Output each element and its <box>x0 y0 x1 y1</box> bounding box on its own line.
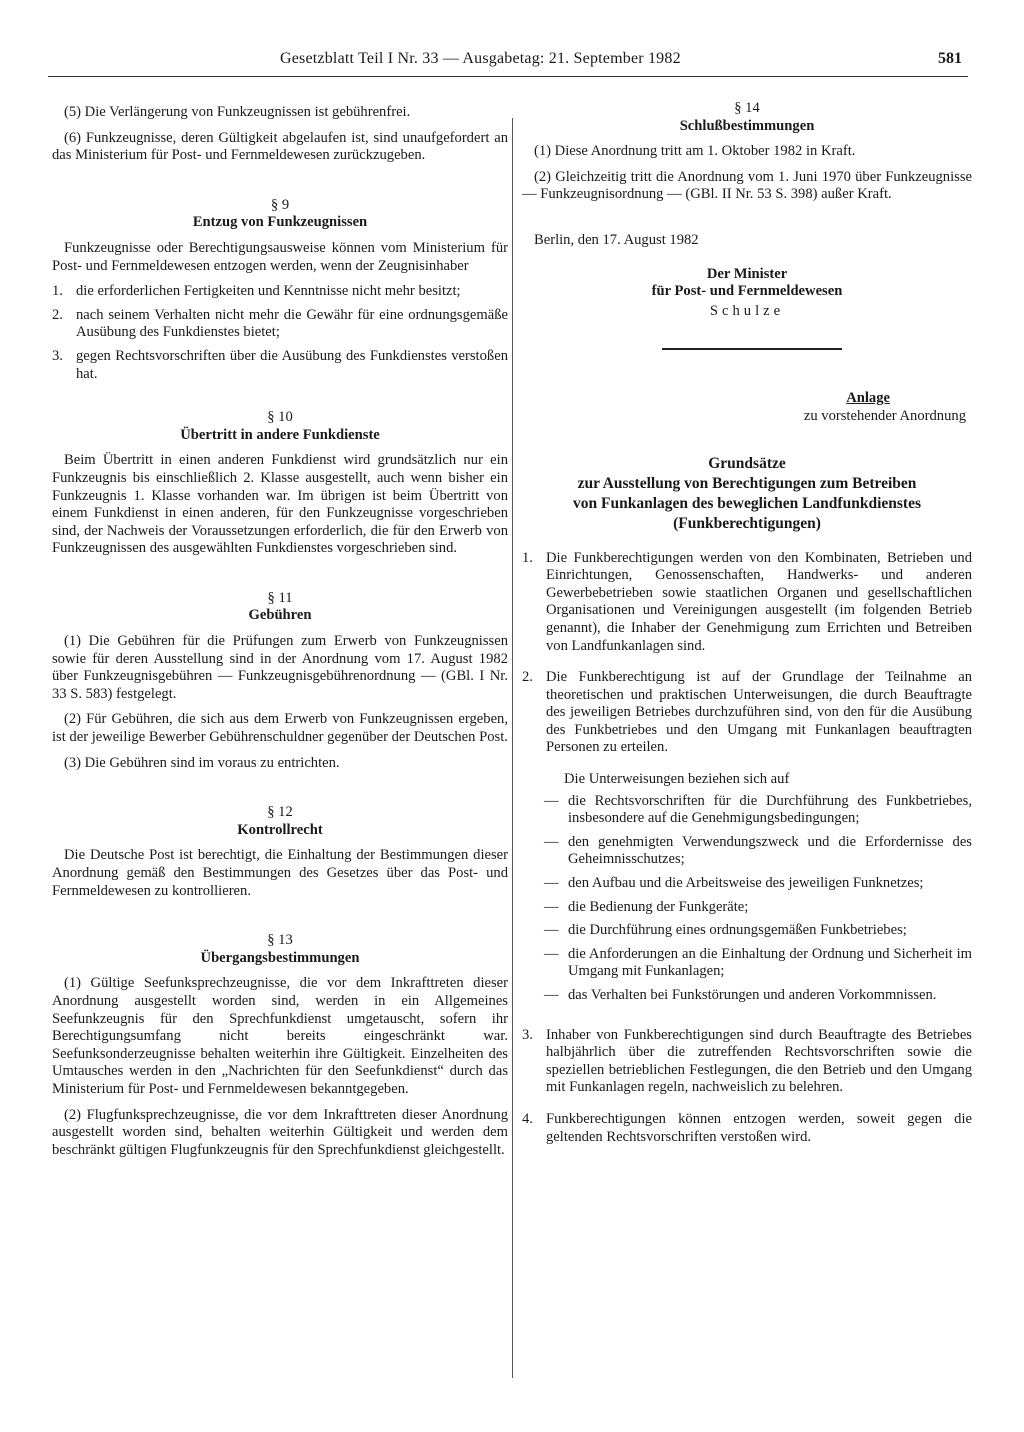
item-text: Inhaber von Funkberechtigungen sind durch Beauftragte des Betriebes halbjährlich über die zutreffenden Rechtsvorschriften sowie die speziellen betrieblichen Festlegungen, die den Betrieb und den Umgang mit Funkanlagen regeln, nachweislich zu belehren. <box>546 1026 972 1096</box>
item-number: 4. <box>522 1110 533 1127</box>
item-number: 1. <box>522 549 533 566</box>
list-item <box>544 834 972 869</box>
item-text: gegen Rechtsvorschriften über die Ausübung des Funkdienstes verstoßen hat. <box>76 347 508 382</box>
item-text: Die Funkberechtigungen werden von den Kombinaten, Betrieben und Einrichtungen, Genossenschaften, Handwerks- und anderen Gewerbebetrieben sowie staatlichen Organen und gesellschaftlichen Organisationen und Vereinigungen ausgestellt (im folgenden Betrieb genannt), die Inhaber der Genehmigung zum Errichten und Betreiben von Landfunkanlagen sind. <box>546 549 972 654</box>
signatory-ministry: für Post- und Fernmeldewesen <box>651 283 843 300</box>
dash-bullet: — <box>544 792 559 809</box>
header-title: Gesetzblatt Teil I Nr. 33 — Ausgabetag: 21. September 1982 <box>280 50 681 67</box>
section-12-text: Die Deutsche Post ist berechtigt, die Einhaltung der Bestimmungen dieser Anordnung gemäß den Bestimmungen des Gesetzes über das Post- und Fernmeldewesen zu kontrollieren. <box>52 847 508 899</box>
anlage-item-3 <box>522 1027 972 1097</box>
section-10-number: § 10 <box>267 409 293 426</box>
section-10-text: Beim Übertritt in einen anderen Funkdienst wird grundsätzlich nur ein Funkzeugnis bis einschließlich 2. Klasse ausgestellt, auch wenn bisher ein Funkzeugnis 1. Klasse vorhanden war. Im übrigen ist beim Übertritt von einem Funkdienst in einen anderen, für den Funkzeugnisse vorgeschrieben sind, der Nachweis der Voraussetzungen erforderlich, die für den Erwerb von Funkzeugnissen des ausgewählten Funkdienstes vorgeschrieben sind. <box>52 452 508 557</box>
anlage-subtitle: zu vorstehender Anordnung <box>803 407 966 424</box>
paragraph-5: (5) Die Verlängerung von Funkzeugnissen ist gebührenfrei. <box>64 104 411 120</box>
section-14-title: Schlußbestimmungen <box>679 117 815 134</box>
list-item <box>544 793 972 828</box>
section-9-intro: Funkzeugnisse oder Berechtigungsausweise können vom Ministerium für Post- und Fernmeldewesen entzogen werden, wenn der Zeugnisinhaber <box>52 239 508 274</box>
list-item <box>544 987 972 1005</box>
list-item <box>544 875 972 893</box>
section-13-number: § 13 <box>267 932 293 949</box>
item-number: 3. <box>52 347 63 364</box>
section-11-paragraph-3: (3) Die Gebühren sind im voraus zu entrichten. <box>64 754 340 771</box>
item-text: Die Funkberechtigung ist auf der Grundlage der Teilnahme an theoretischen und praktischen Unterweisungen, die durch Beauftragte des jeweiligen Betriebes durchzuführen sind, von den für die Ausübung des Funkbetriebes und den Umgang mit Funkanlagen beauftragten Personen zu erteilen. <box>546 669 972 756</box>
section-14-paragraph-1: (1) Diese Anordnung tritt am 1. Oktober 1982 in Kraft. <box>534 143 856 160</box>
anlage-item-4 <box>522 1111 972 1146</box>
dash-bullet: — <box>544 987 559 1003</box>
item-text: Funkberechtigungen können entzogen werden, soweit gegen die geltenden Rechtsvorschriften verstoßen wird. <box>546 1110 972 1145</box>
anlage-item-1 <box>522 550 972 656</box>
column-divider <box>512 118 513 1378</box>
item-text: die erforderlichen Fertigkeiten und Kenntnisse nicht mehr besitzt; <box>76 283 461 300</box>
item-number: 2. <box>522 669 533 686</box>
anlage-title: Anlage <box>846 390 890 407</box>
signatory-name: Schulze <box>709 302 785 319</box>
header-rule <box>48 76 968 77</box>
section-11-paragraph-2: (2) Für Gebühren, die sich aus dem Erwerb von Funkzeugnissen ergeben, ist der jeweilige Bewerber Gebührenschuldner gegenüber der Deutschen Post. <box>52 711 508 746</box>
item-text: das Verhalten bei Funkstörungen und anderen Vorkommnissen. <box>568 987 937 1003</box>
page-number: 581 <box>938 50 962 67</box>
dash-bullet: — <box>544 898 559 915</box>
signatory-title: Der Minister <box>706 265 788 282</box>
place-date: Berlin, den 17. August 1982 <box>534 231 699 248</box>
paragraph-6: (6) Funkzeugnisse, deren Gültigkeit abgelaufen ist, sind unaufgefordert an das Ministerium für Post- und Fernmeldewesen zurückzugeben. <box>52 129 508 164</box>
section-11-paragraph-1: (1) Die Gebühren für die Prüfungen zum Erwerb von Funkzeugnissen sowie für deren Ausstellung sind in der Anordnung vom 17. August 1982 über Funkzeugnisgebühren — Funkzeugnisgebührenordnung — (GBl. I Nr. 33 S. 583) festgelegt. <box>52 633 508 702</box>
section-10-title: Übertritt in andere Funkdienste <box>180 426 380 443</box>
item-text: die Rechtsvorschriften für die Durchführung des Funkbetriebes, insbesondere auf die Genehmigungsbedingungen; <box>568 792 972 827</box>
dash-bullet: — <box>544 833 559 850</box>
anlage-heading-2: zur Ausstellung von Berechtigungen zum Betreiben <box>577 474 917 492</box>
list-item <box>544 922 972 940</box>
anlage-heading-3: von Funkanlagen des beweglichen Landfunkdienstes <box>573 494 921 512</box>
item-number: 3. <box>522 1026 533 1043</box>
list-item <box>544 899 972 917</box>
item-text: den Aufbau und die Arbeitsweise des jeweiligen Funknetzes; <box>568 875 924 892</box>
left-column <box>52 88 508 1159</box>
item-text: den genehmigten Verwendungszweck und die Erfordernisse des Geheimnisschutzes; <box>568 833 972 868</box>
section-13-title: Übergangsbestimmungen <box>200 949 360 966</box>
list-item <box>544 946 972 981</box>
section-12-title: Kontrollrecht <box>237 821 323 838</box>
section-11-number: § 11 <box>267 589 293 606</box>
item-number: 1. <box>52 283 63 300</box>
section-9-title: Entzug von Funkzeugnissen <box>192 214 368 231</box>
item-text: die Durchführung eines ordnungsgemäßen Funkbetriebes; <box>568 922 907 939</box>
list-item <box>52 307 508 342</box>
unterweisung-intro: Die Unterweisungen beziehen sich auf <box>564 771 790 788</box>
list-item <box>52 348 508 383</box>
item-text: nach seinem Verhalten nicht mehr die Gewähr für eine ordnungsgemäße Ausübung des Funkdienstes bietet; <box>76 306 508 341</box>
item-number: 2. <box>52 306 63 323</box>
section-9-number: § 9 <box>270 196 290 213</box>
item-text: die Anforderungen an die Einhaltung der Ordnung und Sicherheit im Umgang mit Funkanlagen; <box>568 945 972 980</box>
anlage-heading-4: (Funkberechtigungen) <box>673 514 821 532</box>
dash-bullet: — <box>544 945 559 962</box>
item-text: die Bedienung der Funkgeräte; <box>568 898 749 915</box>
section-11-title: Gebühren <box>248 607 312 624</box>
section-12-number: § 12 <box>267 804 293 821</box>
dash-bullet: — <box>544 875 559 892</box>
section-13-paragraph-2: (2) Flugfunksprechzeugnisse, die vor dem Inkrafttreten dieser Anordnung ausgestellt worden sind, behalten weiterhin Gültigkeit und werden dem beschränkt gültigen Flugfunkzeugnis für den Sprechfunkdienst gleichgestellt. <box>52 1106 508 1158</box>
list-item <box>52 283 508 301</box>
page-header <box>0 50 1024 78</box>
anlage-item-2 <box>522 669 972 757</box>
section-14-number: § 14 <box>734 100 760 116</box>
anlage-heading-1: Grundsätze <box>708 454 786 472</box>
right-column <box>522 88 972 1152</box>
section-13-paragraph-1: (1) Gültige Seefunksprechzeugnisse, die vor dem Inkrafttreten dieser Anordnung ausgestellt worden sind, werden in ein Allgemeines Seefunkzeugnis für den Sprechfunkdienst umgetauscht, sofern ihr Berechtigungsumfang nicht bereits eingeschränkt war. Seefunksonderzeugnisse behalten weiterhin ihre Gültigkeit. Einzelheiten des Umtausches werden in den „Nachrichten für den Seefunkdienst“ durch das Ministerium für Post- und Fernmeldewesen bekanntgegeben. <box>52 975 508 1097</box>
dash-bullet: — <box>544 922 559 939</box>
section-14-paragraph-2: (2) Gleichzeitig tritt die Anordnung vom 1. Juni 1970 über Funkzeugnisse — Funkzeugnisordnung — (GBl. II Nr. 53 S. 398) außer Kraft. <box>522 168 972 203</box>
